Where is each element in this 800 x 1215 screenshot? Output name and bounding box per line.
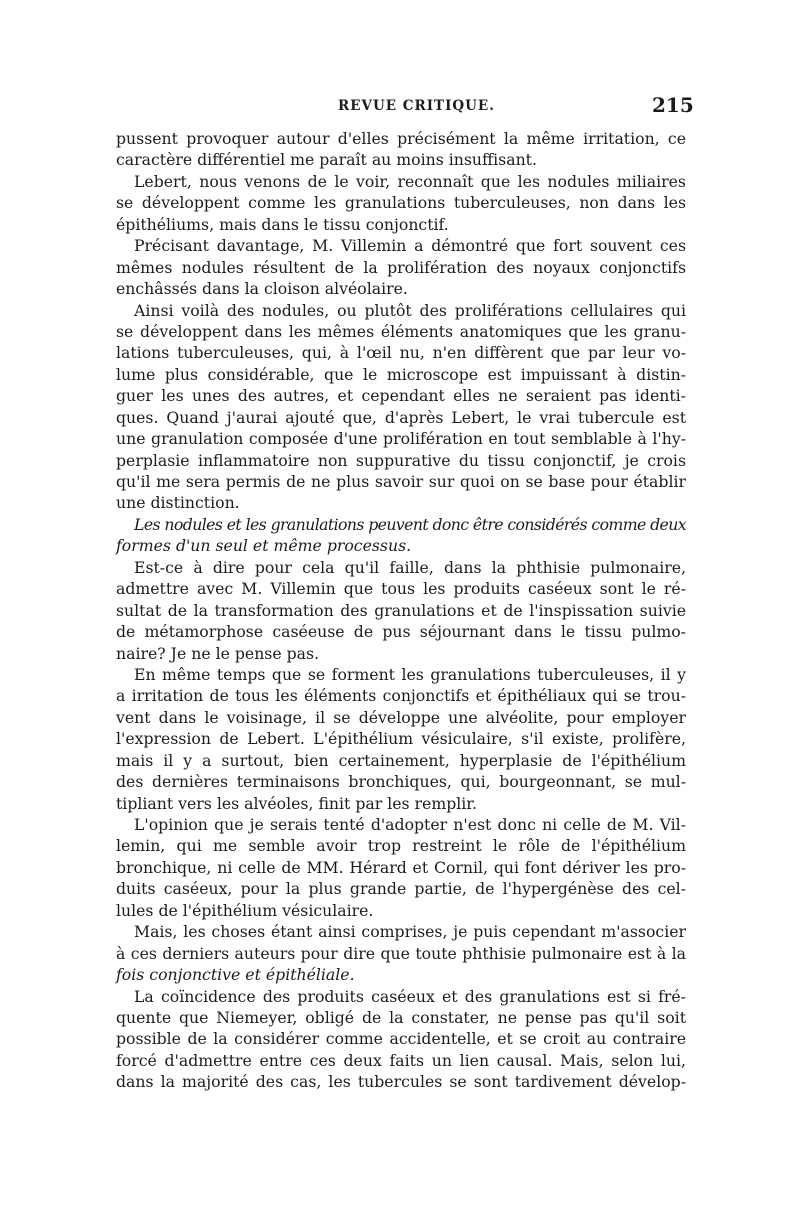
text-line: lemin, qui me semble avoir trop restreint le rôle de l'épithélium xyxy=(116,836,686,856)
text-line: Les nodules et les granulations peuvent donc être considérés comme deux xyxy=(134,514,686,534)
text-line: se développent dans les mêmes éléments anatomiques que les granu- xyxy=(116,321,686,341)
text-line: Ainsi voilà des nodules, ou plutôt des proliférations cellulaires qui xyxy=(134,300,686,320)
text-line: lules de l'épithélium vésiculaire. xyxy=(116,900,374,920)
text-line: admettre avec M. Villemin que tous les produits caséeux sont le ré- xyxy=(116,579,686,599)
page-header xyxy=(0,93,800,120)
text-line: fois conjonctive et épithéliale. xyxy=(116,965,355,985)
text-line: forcé d'admettre entre ces deux faits un lien causal. Mais, selon lui, xyxy=(116,1050,686,1070)
text-line: une distinction. xyxy=(116,493,240,513)
text-line: pussent provoquer autour d'elles précisément la même irritation, ce xyxy=(116,129,686,148)
body-text xyxy=(116,128,686,1093)
text-line: une granulation composée d'une prolifération en tout semblable à l'hy- xyxy=(116,429,686,449)
text-line: duits caséeux, pour la plus grande partie, de l'hypergénèse des cel- xyxy=(116,879,686,899)
text-line: sultat de la transformation des granulations et de l'inspissation suivie xyxy=(116,600,686,620)
text-line: Précisant davantage, M. Villemin a démontré que fort souvent ces xyxy=(134,236,686,256)
text-line: de métamorphose caséeuse de pus séjournant dans le tissu pulmo- xyxy=(116,622,686,642)
text-line: La coïncidence des produits caséeux et des granulations est si fré- xyxy=(134,986,686,1006)
text-line: quente que Niemeyer, obligé de la constater, ne pense pas qu'il soit xyxy=(116,1007,686,1027)
text-line: ques. Quand j'aurai ajouté que, d'après Lebert, le vrai tubercule est xyxy=(116,407,686,427)
text-line: lations tuberculeuses, qui, à l'œil nu, n'en diffèrent que par leur vo- xyxy=(116,343,686,363)
text-line: bronchique, ni celle de MM. Hérard et Cornil, qui font dériver les pro- xyxy=(116,857,686,877)
text-line: l'expression de Lebert. L'épithélium vésiculaire, s'il existe, prolifère, xyxy=(116,729,686,749)
text-line: mêmes nodules résultent de la prolifération des noyaux conjonctifs xyxy=(116,257,686,277)
text-line: naire? Je ne le pense pas. xyxy=(116,643,320,663)
text-line: possible de la considérer comme accidentelle, et se croit au contraire xyxy=(116,1029,686,1049)
text-line: formes d'un seul et même processus. xyxy=(116,536,412,556)
text-line: mais il y a surtout, bien certainement, hyperplasie de l'épithélium xyxy=(116,750,686,770)
text-line: a irritation de tous les éléments conjonctifs et épithéliaux qui se trou- xyxy=(116,686,686,706)
text-line: enchâssés dans la cloison alvéolaire. xyxy=(116,279,408,299)
text-line: vent dans le voisinage, il se développe une alvéolite, pour employer xyxy=(116,707,686,727)
text-line: Lebert, nous venons de le voir, reconnaît que les nodules miliaires xyxy=(134,171,686,191)
text-line: dans la majorité des cas, les tubercules se sont tardivement dévelop- xyxy=(116,1072,686,1092)
running-head: REVUE CRITIQUE. xyxy=(338,98,495,114)
text-line: L'opinion que je serais tenté d'adopter n'est donc ni celle de M. Vil- xyxy=(134,815,686,834)
text-line: qu'il me sera permis de ne plus savoir sur quoi on se base pour établir xyxy=(116,472,686,491)
text-line: épithéliums, mais dans le tissu conjonctif. xyxy=(116,214,449,234)
text-line: tipliant vers les alvéoles, finit par les remplir. xyxy=(116,793,478,813)
text-line: caractère différentiel me paraît au moins insuffisant. xyxy=(116,150,537,170)
text-line: En même temps que se forment les granulations tuberculeuses, il y xyxy=(134,664,686,684)
text-line: à ces derniers auteurs pour dire que toute phthisie pulmonaire est à la xyxy=(116,943,686,963)
text-line: Est-ce à dire pour cela qu'il faille, dans la phthisie pulmonaire, xyxy=(134,557,686,577)
text-line: se développent comme les granulations tuberculeuses, non dans les xyxy=(116,193,686,213)
text-line: guer les unes des autres, et cependant elles ne seraient pas identi- xyxy=(116,386,686,406)
text-line: Mais, les choses étant ainsi comprises, je puis cependant m'associer xyxy=(134,922,686,942)
text-line: perplasie inflammatoire non suppurative du tissu conjonctif, je crois xyxy=(116,450,686,470)
text-line: lume plus considérable, que le microscope est impuissant à distin- xyxy=(116,364,686,384)
page-number: 215 xyxy=(652,93,694,117)
text-line: des dernières terminaisons bronchiques, qui, bourgeonnant, se mul- xyxy=(116,772,686,792)
